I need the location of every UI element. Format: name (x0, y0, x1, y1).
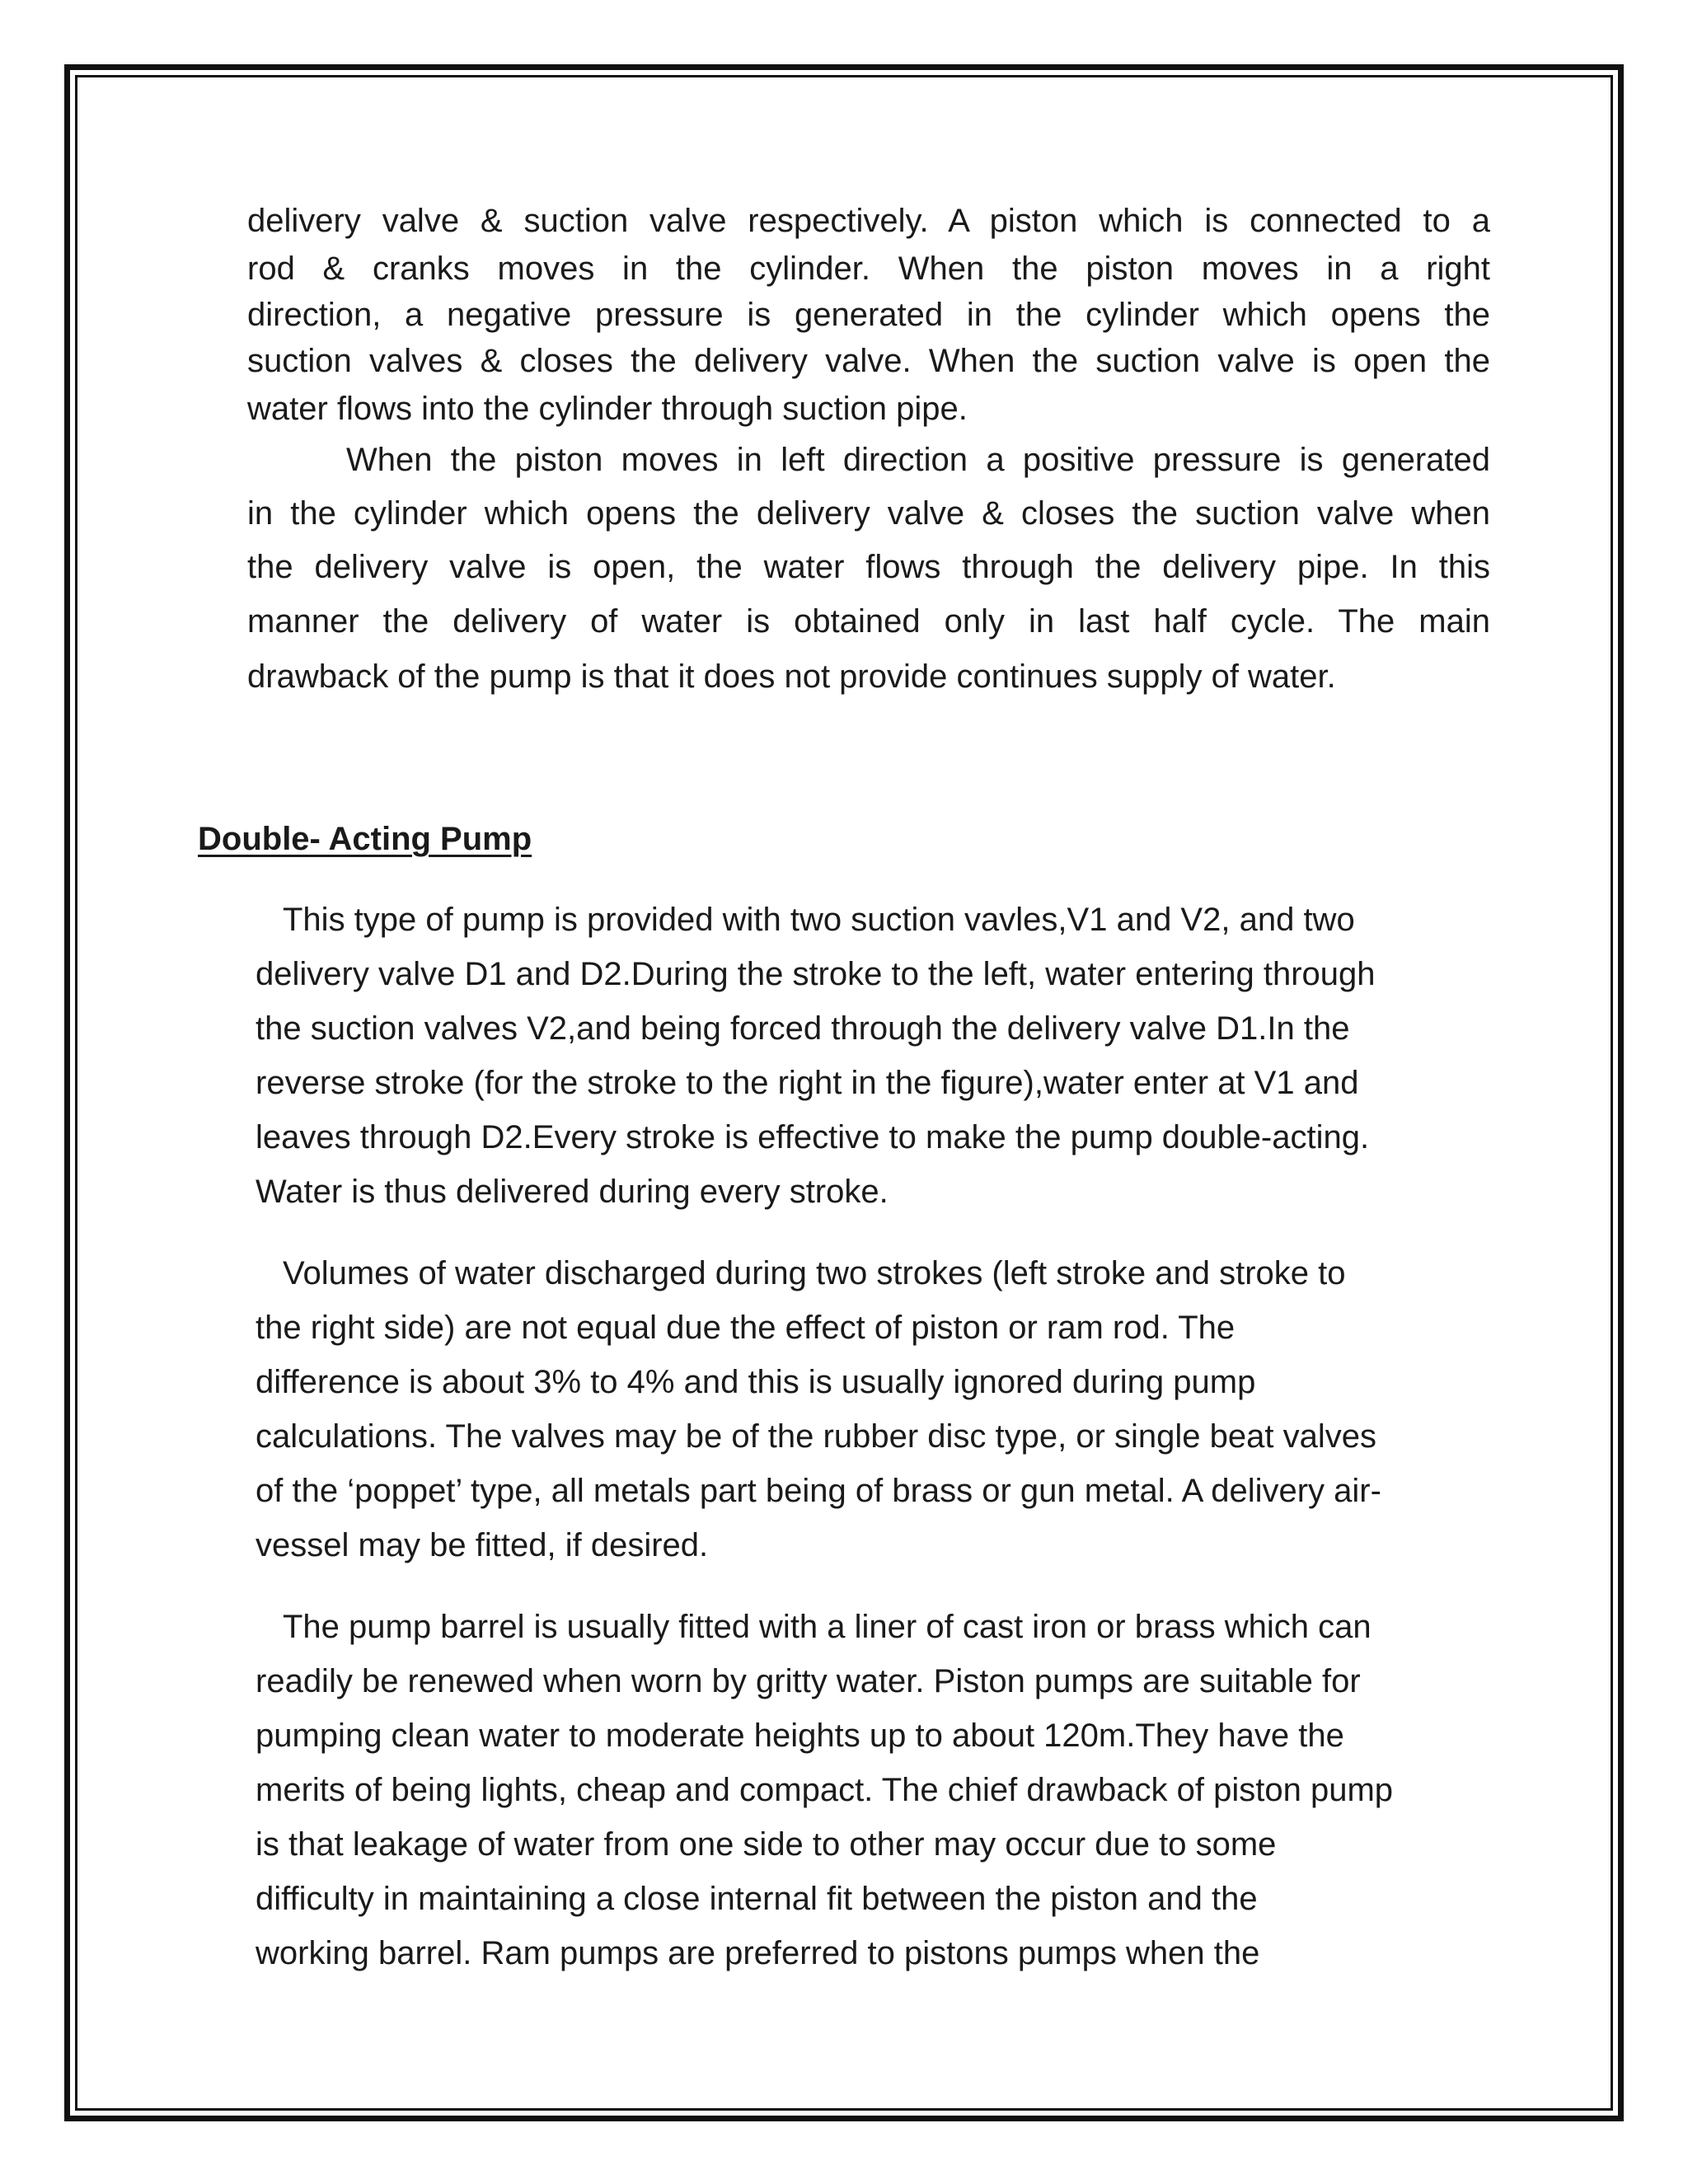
text-line: in the cylinder which opens the delivery valve & closes the suction valve when (247, 495, 1490, 532)
text-line: calculations. The valves may be of the rubber disc type, or single beat valves (256, 1418, 1376, 1455)
text-line: readily be renewed when worn by gritty water. Piston pumps are suitable for (256, 1663, 1361, 1699)
text-line: manner the delivery of water is obtained only in last half cycle. The main (247, 603, 1490, 640)
text-line: difference is about 3% to 4% and this is usually ignored during pump (256, 1364, 1256, 1400)
text-line: Water is thus delivered during every stroke. (256, 1174, 889, 1210)
text-line: difficulty in maintaining a close internal fit between the piston and the (256, 1881, 1258, 1917)
section-heading: Double- Acting Pump (198, 821, 532, 857)
text-line: leaves through D2.Every stroke is effective to make the pump double-acting. (256, 1119, 1370, 1155)
text-line: delivery valve & suction valve respectively. A piston which is connected to a (247, 203, 1490, 239)
text-line: drawback of the pump is that it does not provide continues supply of water. (247, 658, 1336, 695)
text-line: merits of being lights, cheap and compact. The chief drawback of piston pump (256, 1772, 1394, 1808)
text-line: of the ‘poppet’ type, all metals part being of brass or gun metal. A delivery air- (256, 1473, 1381, 1509)
text-line: delivery valve D1 and D2.During the stroke to the left, water entering through (256, 956, 1376, 992)
text-line: rod & cranks moves in the cylinder. When the piston moves in a right (247, 251, 1490, 287)
text-line: water flows into the cylinder through suction pipe. (247, 391, 968, 427)
text-line: the delivery valve is open, the water flows through the delivery pipe. In this (247, 549, 1490, 585)
text-line: The pump barrel is usually fitted with a liner of cast iron or brass which can (283, 1609, 1372, 1645)
text-line: the suction valves V2,and being forced through the delivery valve D1.In the (256, 1010, 1350, 1047)
text-line: direction, a negative pressure is generated in the cylinder which opens the (247, 297, 1490, 333)
text-line: When the piston moves in left direction a positive pressure is generated (346, 442, 1490, 478)
text-line: This type of pump is provided with two suction vavles,V1 and V2, and two (283, 902, 1355, 938)
text-line: Volumes of water discharged during two strokes (left stroke and stroke to (283, 1255, 1346, 1291)
text-line: working barrel. Ram pumps are preferred to pistons pumps when the (256, 1935, 1260, 1971)
text-line: suction valves & closes the delivery valve. When the suction valve is open the (247, 343, 1490, 379)
text-line: reverse stroke (for the stroke to the right in the figure),water enter at V1 and (256, 1065, 1359, 1101)
text-line: vessel may be fitted, if desired. (256, 1527, 709, 1563)
text-line: pumping clean water to moderate heights up to about 120m.They have the (256, 1718, 1344, 1754)
text-line: is that leakage of water from one side to other may occur due to some (256, 1826, 1277, 1863)
text-line: the right side) are not equal due the effect of piston or ram rod. The (256, 1310, 1236, 1346)
